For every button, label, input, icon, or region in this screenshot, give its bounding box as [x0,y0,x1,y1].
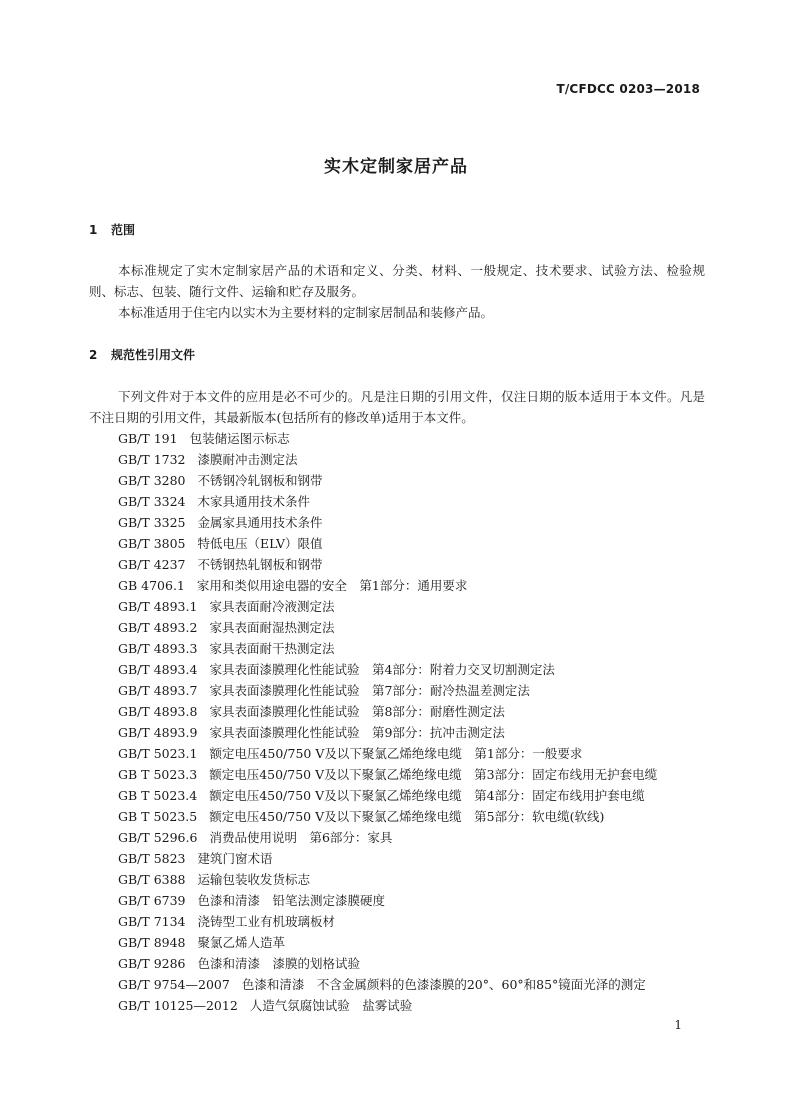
reference-item [118,764,718,785]
reference-title: 家具表面漆膜理化性能试验 第9部分：抗冲击测定法 [209,725,505,740]
reference-title: 额定电压450/750 V及以下聚氯乙烯绝缘电缆 第1部分：一般要求 [209,746,583,761]
reference-title: 家具表面耐干热测定法 [209,641,335,656]
reference-code: GB/T 4893.8 [118,704,198,719]
reference-code: GB/T 1732 [118,452,186,467]
reference-title: 金属家具通用技术条件 [197,515,323,530]
reference-title: 家具表面漆膜理化性能试验 第8部分：耐磨性测定法 [209,704,505,719]
reference-item [118,785,718,806]
reference-code: GB/T 6388 [118,872,186,887]
reference-item [118,680,718,701]
reference-title: 色漆和清漆 漆膜的划格试验 [197,956,361,971]
reference-code: GB/T 4893.2 [118,620,198,635]
page-number: 1 [674,1018,682,1032]
scope-paragraph-2: 本标准适用于住宅内以实木为主要材料的定制家居制品和装修产品。 [118,305,494,320]
reference-code: GB/T 9754—2007 [118,977,230,992]
references-intro-paragraph: 下列文件对于本文件的应用是必不可少的。凡是注日期的引用文件，仅注日期的版本适用于本文件。凡是不注日期的引用文件，其最新版本(包括所有的修改单)适用于本文件。 [89,389,705,425]
reference-item [118,848,718,869]
reference-title: 额定电压450/750 V及以下聚氯乙烯绝缘电缆 第4部分：固定布线用护套电缆 [209,788,645,803]
scope-paragraph-1: 本标准规定了实木定制家居产品的术语和定义、分类、材料、一般规定、技术要求、试验方法、检验规则、标志、包装、随行文件、运输和贮存及服务。 [89,263,705,299]
reference-code: GB/T 5023.1 [118,746,198,761]
section-title: 规范性引用文件 [111,348,196,362]
reference-title: 消费品使用说明 第6部分：家具 [209,830,393,845]
reference-title: 不锈钢热轧钢板和钢带 [197,557,323,572]
section-title: 范围 [111,223,136,237]
reference-item [118,806,718,827]
reference-item [118,596,718,617]
reference-item [118,974,718,995]
reference-code: GB/T 3325 [118,515,186,530]
reference-item [118,638,718,659]
reference-item [118,554,718,575]
reference-code: GB/T 7134 [118,914,186,929]
reference-code: GB/T 6739 [118,893,186,908]
reference-item [118,953,718,974]
reference-title: 额定电压450/750 V及以下聚氯乙烯绝缘电缆 第3部分：固定布线用无护套电缆 [209,767,658,782]
reference-item [118,722,718,743]
reference-code: GB/T 4893.7 [118,683,198,698]
reference-title: 浇铸型工业有机玻璃板材 [197,914,336,929]
reference-code: GB T 5023.5 [118,809,198,824]
reference-item [118,659,718,680]
standard-code: T/CFDCC 0203—2018 [556,82,700,96]
section-number: 1 [89,223,98,237]
document-title: 实木定制家居产品 [324,157,468,177]
reference-item [118,890,718,911]
reference-code: GB/T 3280 [118,473,186,488]
reference-code: GB T 5023.3 [118,767,198,782]
reference-item [118,932,718,953]
reference-title: 不锈钢冷轧钢板和钢带 [197,473,323,488]
reference-item [118,827,718,848]
reference-title: 家具表面耐冷液测定法 [209,599,335,614]
reference-list [118,428,718,1016]
reference-item [118,869,718,890]
reference-code: GB/T 10125—2012 [118,998,238,1013]
reference-title: 额定电压450/750 V及以下聚氯乙烯绝缘电缆 第5部分：软电缆(软线) [209,809,605,824]
reference-item [118,491,718,512]
reference-title: 人造气氛腐蚀试验 盐雾试验 [249,998,413,1013]
reference-title: 色漆和清漆 不含金属颜料的色漆漆膜的20°、60°和85°镜面光泽的测定 [241,977,646,992]
reference-title: 家具表面漆膜理化性能试验 第7部分：耐冷热温差测定法 [209,683,530,698]
reference-item [118,617,718,638]
reference-title: 建筑门窗术语 [197,851,273,866]
reference-code: GB/T 9286 [118,956,186,971]
reference-item [118,449,718,470]
reference-code: GB/T 8948 [118,935,186,950]
reference-item [118,743,718,764]
section-number: 2 [89,348,98,362]
reference-item [118,428,718,449]
reference-title: 运输包装收发货标志 [197,872,311,887]
reference-item [118,533,718,554]
reference-code: GB T 5023.4 [118,788,198,803]
reference-title: 家具表面漆膜理化性能试验 第4部分：附着力交叉切割测定法 [209,662,555,677]
reference-code: GB/T 4893.3 [118,641,198,656]
reference-item [118,575,718,596]
reference-code: GB/T 3324 [118,494,186,509]
reference-code: GB 4706.1 [118,578,185,593]
reference-title: 家具表面耐湿热测定法 [209,620,335,635]
reference-item [118,701,718,722]
reference-code: GB/T 3805 [118,536,186,551]
reference-code: GB/T 4237 [118,557,186,572]
reference-title: 特低电压（ELV）限值 [197,536,323,551]
reference-item [118,911,718,932]
reference-title: 漆膜耐冲击测定法 [197,452,298,467]
reference-code: GB/T 4893.1 [118,599,198,614]
reference-title: 聚氯乙烯人造革 [197,935,286,950]
reference-item [118,470,718,491]
reference-item [118,995,718,1016]
reference-code: GB/T 4893.4 [118,662,198,677]
reference-item [118,512,718,533]
reference-title: 包装储运图示标志 [189,431,290,446]
reference-title: 色漆和清漆 铅笔法测定漆膜硬度 [197,893,386,908]
section-heading-scope [89,221,135,238]
reference-code: GB/T 191 [118,431,178,446]
section-heading-normative-references [89,346,195,363]
reference-title: 家用和类似用途电器的安全 第1部分：通用要求 [196,578,468,593]
reference-title: 木家具通用技术条件 [197,494,311,509]
reference-code: GB/T 4893.9 [118,725,198,740]
reference-code: GB/T 5823 [118,851,186,866]
reference-code: GB/T 5296.6 [118,830,198,845]
